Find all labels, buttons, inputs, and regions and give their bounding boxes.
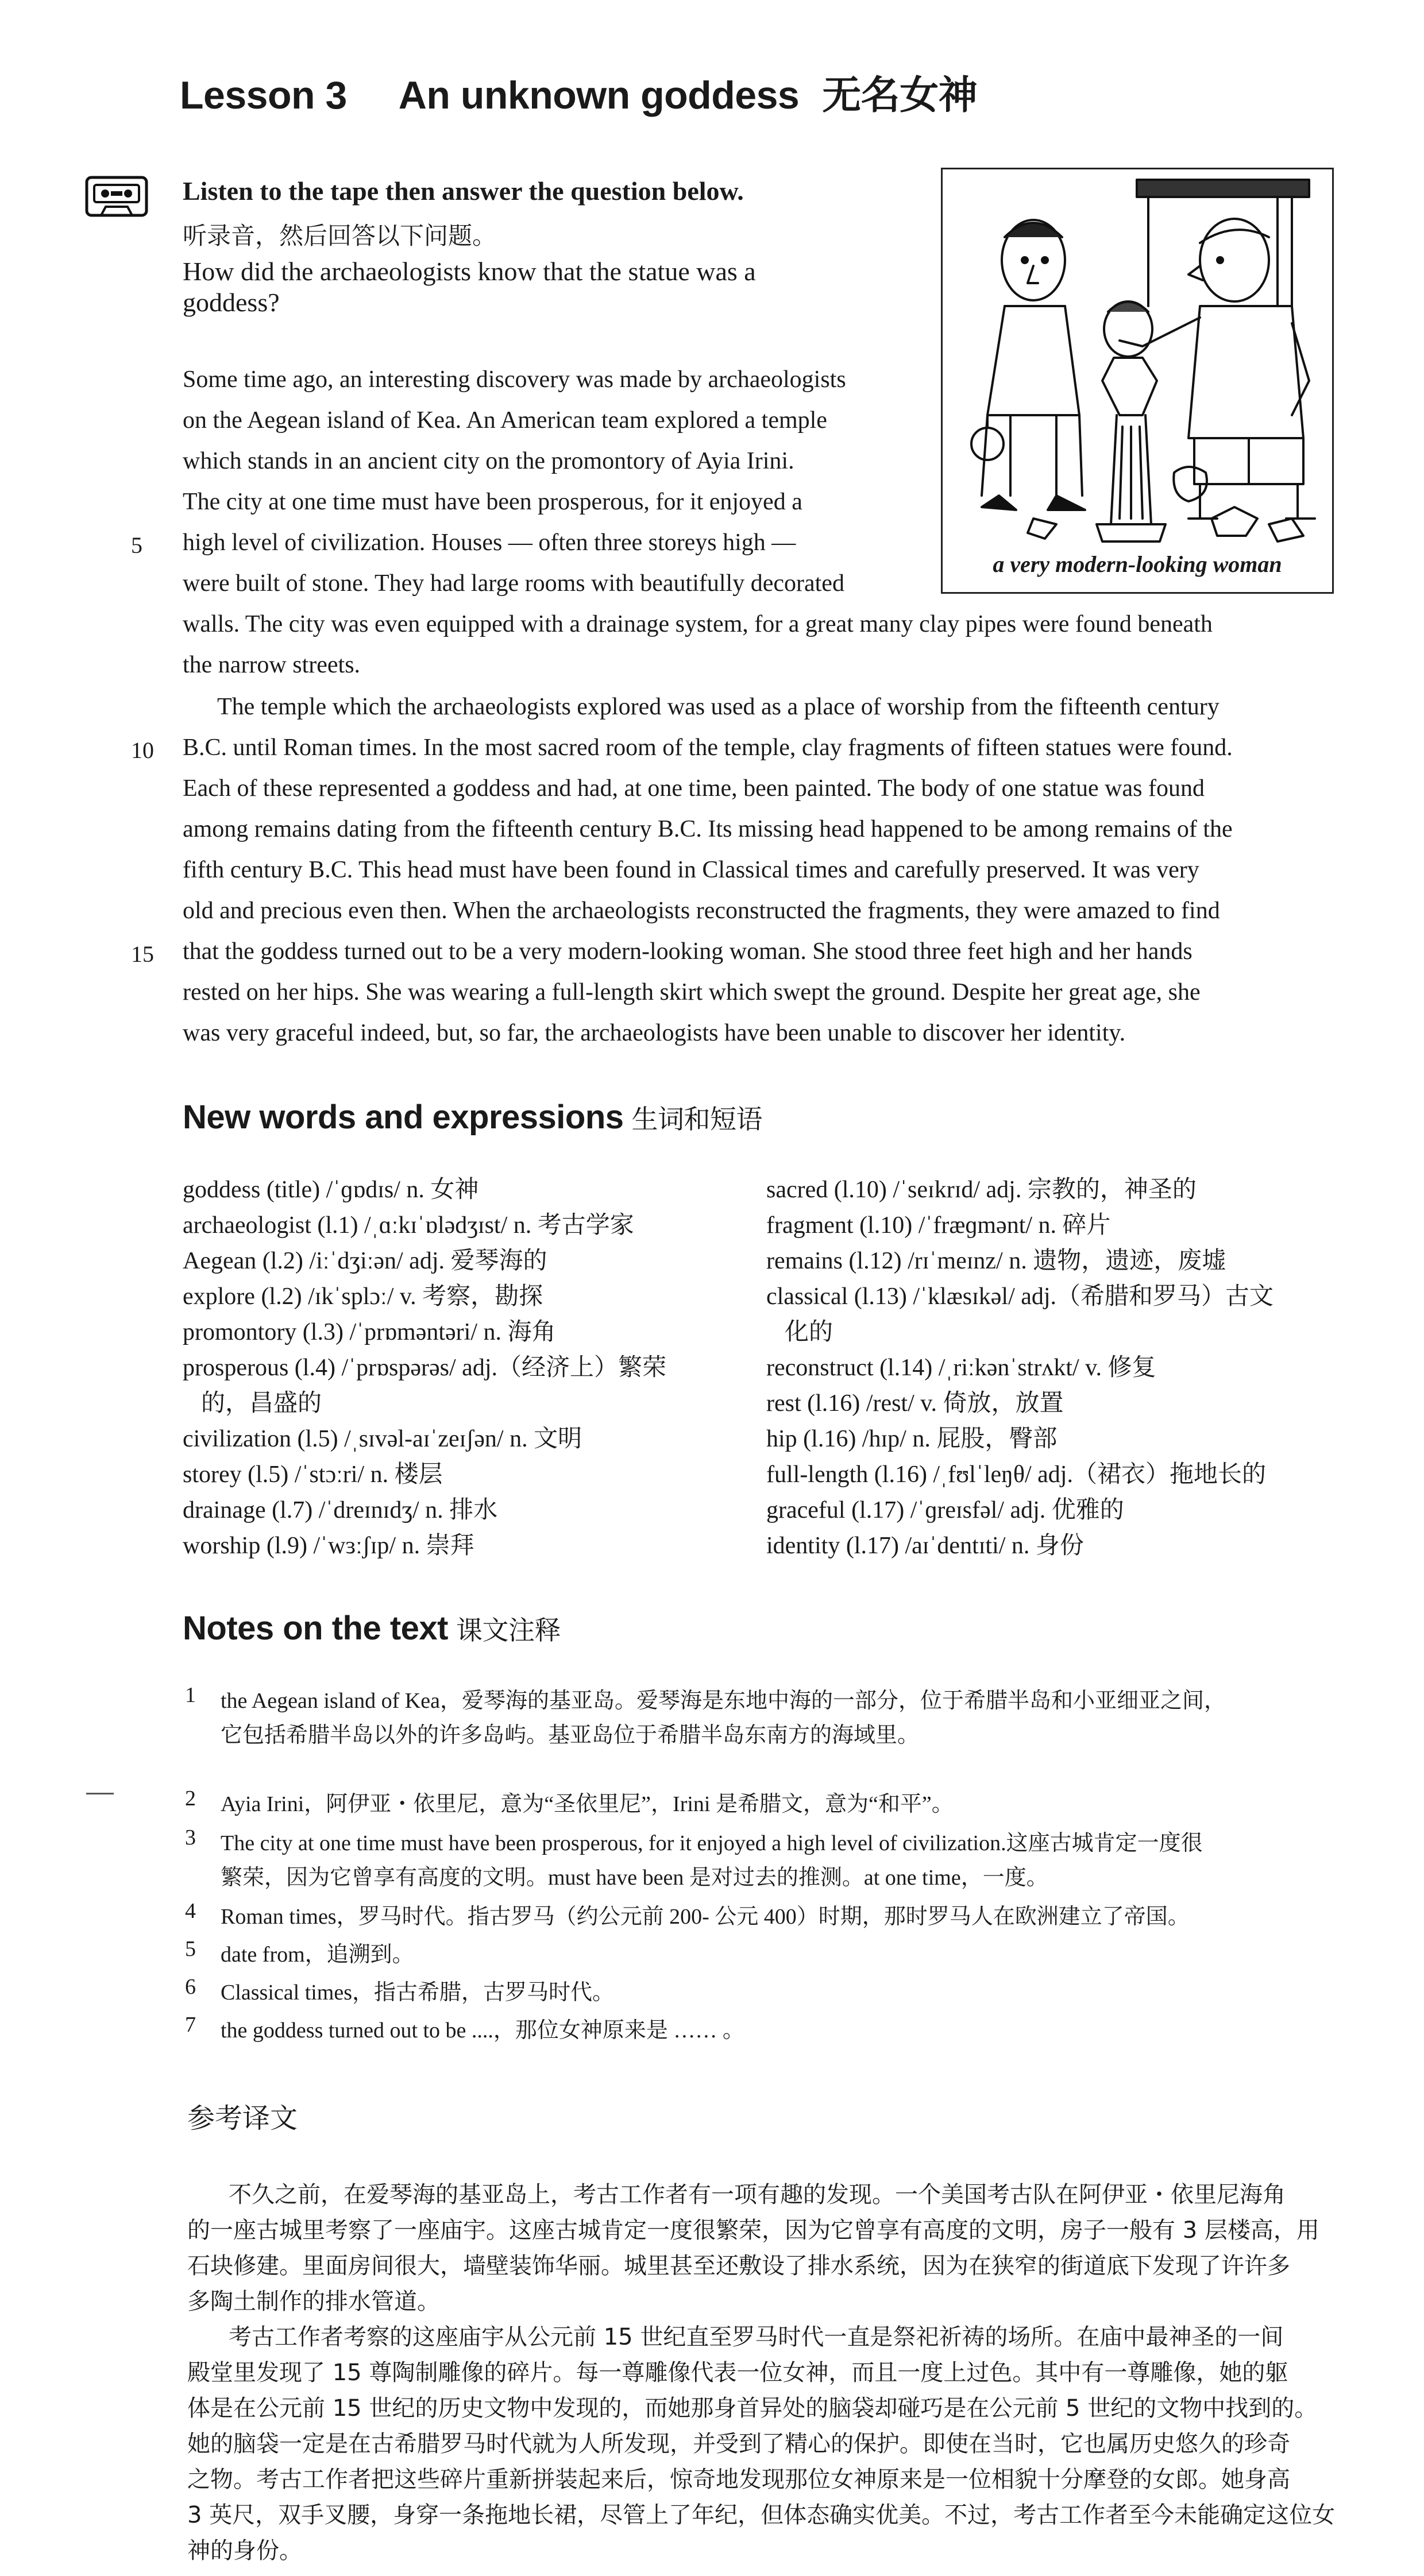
passage-line: high level of civilization. Houses — often three storeys high — [183,529,796,556]
illustration [941,168,1334,594]
word-entry: sacred (l.10) /ˈseɪkrɪd/ adj. 宗教的，神圣的 [766,1177,1197,1203]
listen-heading-chinese: 听录音，然后回答以下问题。 [183,222,497,250]
lesson-title-chinese: 无名女神 [822,73,978,118]
word-entry: storey (l.5) /ˈstɔːri/ n. 楼层 [183,1461,443,1488]
illustration-drawing [947,174,1327,547]
note-number: 7 [185,2013,196,2037]
listen-question-line: How did the archaeologists know that the statue was a [183,257,756,286]
note-number: 2 [185,1786,196,1811]
word-entry: full-length (l.16) /ˌfʊlˈleŋθ/ adj.（裙衣）拖地长的 [766,1461,1266,1488]
translation-line: 3 英尺，双手叉腰，身穿一条拖地长裙，尽管上了年纪，但体态确实优美。不过，考古工作者至今未能确定这位女 [187,2502,1336,2528]
cassette-tape-icon [85,176,148,217]
note-line: Ayia Irini，阿伊亚・依里尼，意为“圣依里尼”，Irini 是希腊文，意为“和平”。 [221,1792,954,1816]
word-entry-continuation: 的，昌盛的 [201,1390,322,1417]
note-line: The city at one time must have been prosperous, for it enjoyed a high level of civilization.这座古城肯定一度很 [221,1831,1203,1855]
translation-line: 之物。考古工作者把这些碎片重新拼装起来后，惊奇地发现那位女神原来是一位相貌十分摩登的女郎。她身高 [187,2466,1290,2493]
word-entry: graceful (l.17) /ˈɡreɪsfəl/ adj. 优雅的 [766,1497,1124,1523]
translation-line: 不久之前，在爱琴海的基亚岛上，考古工作者有一项有趣的发现。一个美国考古队在阿伊亚・依里尼海角 [229,2182,1286,2208]
word-entry: goddess (title) /ˈɡɒdɪs/ n. 女神 [183,1177,479,1203]
note-number: 4 [185,1899,196,1923]
translation-line: 考古工作者考察的这座庙宇从公元前 15 世纪直至罗马时代一直是祭祀祈祷的场所。在庙中最神圣的一间 [229,2324,1284,2350]
passage-line: that the goddess turned out to be a very modern-looking woman. She stood three feet high and her hands [183,938,1193,965]
note-line: 繁荣，因为它曾享有高度的文明。must have been 是对过去的推测。at one time，一度。 [221,1866,1048,1890]
passage-line: The city at one time must have been prosperous, for it enjoyed a [183,489,802,515]
note-line: the goddess turned out to be ....，那位女神原来是 …… 。 [221,2018,744,2043]
note-line: Roman times，罗马时代。指古罗马（约公元前 200- 公元 400）时期，那时罗马人在欧洲建立了帝国。 [221,1905,1190,1929]
note-number: 6 [185,1975,196,1999]
translation-line: 殿堂里发现了 15 尊陶制雕像的碎片。每一尊雕像代表一位女神，而且一度上过色。其中有一尊雕像，她的躯 [187,2360,1288,2386]
line-number: 10 [131,737,154,763]
passage-line: the narrow streets. [183,652,361,678]
word-entry-continuation: 化的 [785,1319,833,1345]
word-entry: worship (l.9) /ˈwɜːʃɪp/ n. 崇拜 [183,1533,474,1559]
passage-line: walls. The city was even equipped with a drainage system, for a great many clay pipes were found beneath [183,611,1213,637]
word-entry: promontory (l.3) /ˈprɒməntəri/ n. 海角 [183,1319,556,1345]
passage-line: were built of stone. They had large rooms with beautifully decorated [183,570,844,597]
word-entry: civilization (l.5) /ˌsɪvəl-aɪˈzeɪʃən/ n. 文明 [183,1426,582,1452]
translation-line: 多陶土制作的排水管道。 [187,2288,440,2315]
notes-heading-english: Notes on the text [183,1610,448,1647]
passage-line: Some time ago, an interesting discovery was made by archaeologists [183,366,846,393]
translation-line: 石块修建。里面房间很大，墙壁装饰华丽。城里甚至还敷设了排水系统，因为在狭窄的街道底下发现了许许多 [187,2253,1290,2279]
translation-line: 她的脑袋一定是在古希腊罗马时代就为人所发现，并受到了精心的保护。即使在当时，它也属历史悠久的珍奇 [187,2431,1290,2457]
word-entry: fragment (l.10) /ˈfræɡmənt/ n. 碎片 [766,1212,1111,1239]
word-entry: remains (l.12) /rɪˈmeɪnz/ n. 遗物，遗迹，废墟 [766,1248,1226,1274]
note-line: date from，追溯到。 [221,1943,414,1967]
passage-line: which stands in an ancient city on the promontory of Ayia Irini. [183,448,794,474]
new-words-heading-english: New words and expressions [183,1099,624,1136]
lesson-number: Lesson 3 [180,74,347,117]
word-entry: rest (l.16) /rest/ v. 倚放，放置 [766,1390,1064,1417]
new-words-heading-chinese: 生词和短语 [631,1104,763,1135]
word-entry: Aegean (l.2) /iːˈdʒiːən/ adj. 爱琴海的 [183,1248,547,1274]
translation-heading: 参考译文 [187,2102,298,2134]
word-entry: classical (l.13) /ˈklæsɪkəl/ adj.（希腊和罗马）古文 [766,1283,1274,1310]
margin-dash-mark [86,1793,114,1794]
word-entry: explore (l.2) /ɪkˈsplɔː/ v. 考察，勘探 [183,1283,543,1310]
passage-line: B.C. until Roman times. In the most sacred room of the temple, clay fragments of fifteen statues were found. [183,734,1233,761]
translation-line: 体是在公元前 15 世纪的历史文物中发现的，而她那身首异处的脑袋却碰巧是在公元前 5 世纪的文物中找到的。 [187,2395,1318,2422]
translation-line: 的一座古城里考察了一座庙宇。这座古城肯定一度很繁荣，因为它曾享有高度的文明，房子一般有 3 层楼高，用 [187,2217,1319,2244]
word-entry: prosperous (l.4) /ˈprɒspərəs/ adj.（经济上）繁荣 [183,1355,666,1381]
passage-line: The temple which the archaeologists explored was used as a place of worship from the fifteenth century [217,694,1220,720]
notes-heading-chinese: 课文注释 [456,1615,561,1646]
line-number: 5 [131,532,142,558]
passage-line: was very graceful indeed, but, so far, the archaeologists have been unable to discover her identity. [183,1020,1126,1046]
passage-line: fifth century B.C. This head must have been found in Classical times and carefully preserved. It was very [183,857,1199,883]
listen-heading: Listen to the tape then answer the question below. [183,176,744,206]
lesson-title [180,64,977,120]
listen-question-line: goddess? [183,288,280,317]
note-number: 1 [185,1683,196,1707]
note-line: 它包括希腊半岛以外的许多岛屿。基亚岛位于希腊半岛东南方的海域里。 [221,1723,920,1747]
lesson-title-english: An unknown goddess [398,74,800,117]
passage-line: Each of these represented a goddess and had, at one time, been painted. The body of one statue was found [183,775,1205,802]
word-entry: drainage (l.7) /ˈdreɪnɪdʒ/ n. 排水 [183,1497,498,1523]
notes-heading [183,1609,561,1647]
passage-line: rested on her hips. She was wearing a full-length skirt which swept the ground. Despite her great age, she [183,979,1201,1005]
word-entry: reconstruct (l.14) /ˌriːkənˈstrʌkt/ v. 修复 [766,1355,1156,1381]
note-number: 3 [185,1825,196,1850]
passage-line: on the Aegean island of Kea. An American team explored a temple [183,407,827,434]
passage-line: among remains dating from the fifteenth century B.C. Its missing head happened to be among remains of the [183,816,1233,842]
word-entry: hip (l.16) /hɪp/ n. 屁股，臀部 [766,1426,1058,1452]
line-number: 15 [131,941,154,967]
note-line: Classical times，指古希腊，古罗马时代。 [221,1981,615,2005]
note-line: the Aegean island of Kea，爱琴海的基亚岛。爱琴海是东地中海的一部分，位于希腊半岛和小亚细亚之间， [221,1689,1226,1713]
word-entry: archaeologist (l.1) /ˌɑːkɪˈɒlədʒɪst/ n. 考古学家 [183,1212,634,1239]
translation-line: 神的身份。 [187,2538,302,2564]
new-words-heading [183,1098,762,1136]
passage-line: old and precious even then. When the archaeologists reconstructed the fragments, they were amazed to find [183,898,1220,924]
illustration-caption: a very modern-looking woman [993,551,1282,577]
word-entry: identity (l.17) /aɪˈdentɪti/ n. 身份 [766,1533,1084,1559]
note-number: 5 [185,1937,196,1961]
